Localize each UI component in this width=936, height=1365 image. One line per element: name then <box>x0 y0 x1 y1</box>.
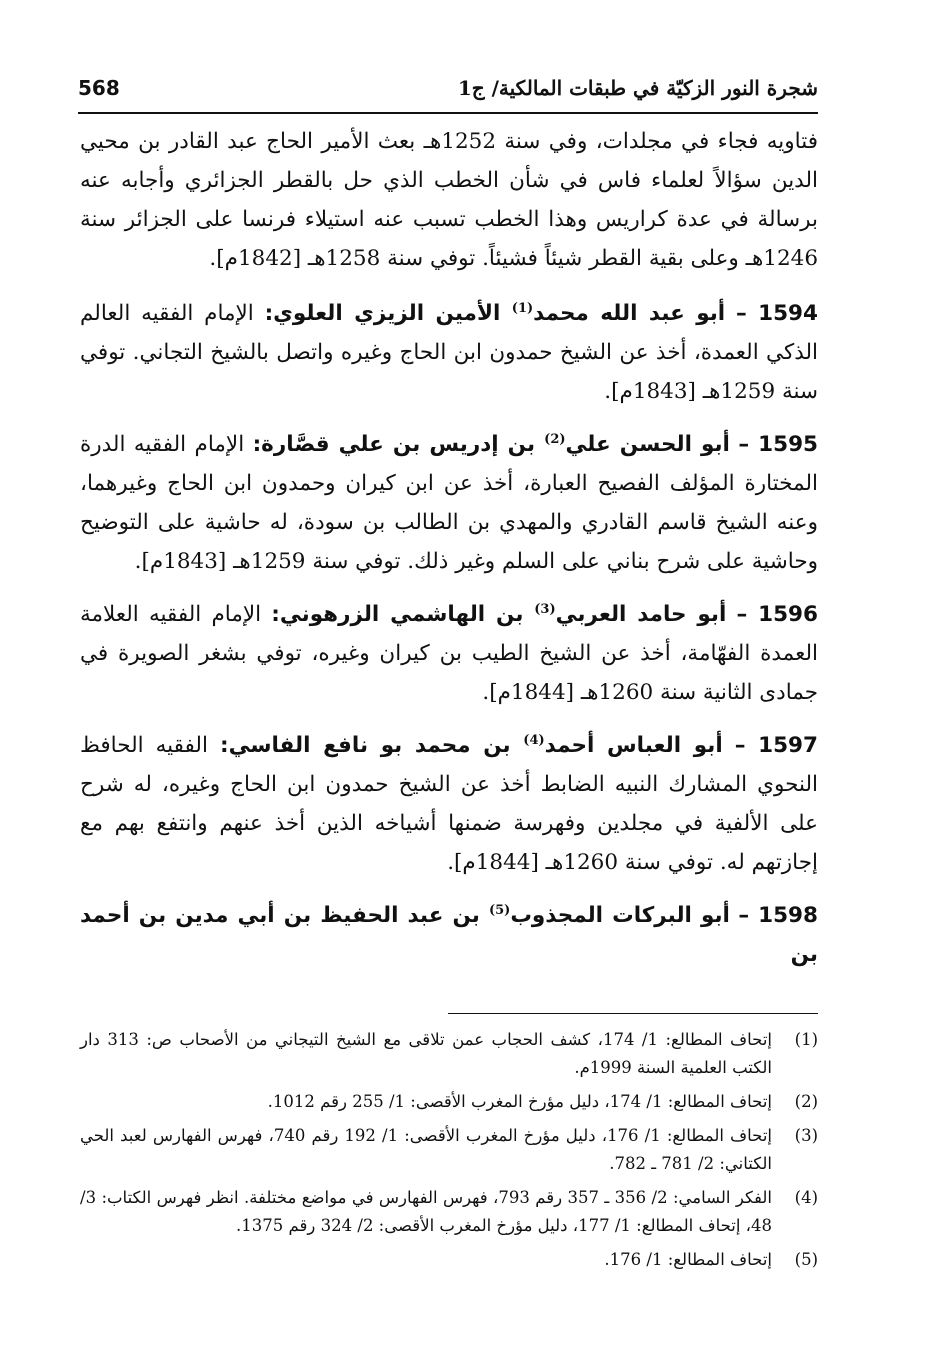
footnote <box>80 1246 818 1274</box>
footnote-number: (3) <box>794 1126 818 1145</box>
entry-number: 1598 – <box>738 903 818 928</box>
footnote-ref: (2) <box>544 431 566 447</box>
entry-text: الإمام الفقيه الدرة المختارة المؤلف الفصيح العبارة، أخذ عن ابن كيران وحمدون ابن الحاج وغيرهما، وعنه الشيخ قاسم القادري والمهدي بن الطالب بن سودة، له حاشية على التوضيح وحاشية على شرح بناني على السلم وغير ذلك. توفي سنة 1259هـ [1843م]. <box>80 432 818 574</box>
entry-name-rest: بن عبد الحفيظ بن أبي مدين بن أحمد بن <box>80 903 818 967</box>
running-header <box>78 70 818 110</box>
entry-1598 <box>80 896 818 974</box>
main-text <box>80 122 818 988</box>
entry-1594 <box>80 294 818 411</box>
footnote-text: إتحاف المطالع: 1/ 174، كشف الحجاب عمن تلاقى مع الشيخ التيجاني من الأصحاب ص: 313 دار الكتب العلمية السنة 1999م. <box>80 1030 773 1077</box>
footnote-text: إتحاف المطالع: 1/ 176، دليل مؤرخ المغرب الأقصى: 1/ 192 رقم 740، فهرس الفهارس لعبد الحي الكتاني: 2/ 781 ـ 782. <box>80 1126 772 1173</box>
entry-name: أبو حامد العربي <box>555 602 727 627</box>
footnote-text: إتحاف المطالع: 1/ 174، دليل مؤرخ المغرب الأقصى: 1/ 255 رقم 1012. <box>267 1092 772 1111</box>
entry-1597 <box>80 726 818 882</box>
entry-name-rest: بن إدريس بن علي قصَّارة: <box>252 432 545 457</box>
entry-name: أبو العباس أحمد <box>544 733 723 758</box>
footnote-number: (5) <box>794 1250 818 1269</box>
entry-1596 <box>80 595 818 712</box>
header-rule <box>78 112 818 114</box>
footnote-ref: (1) <box>511 300 534 316</box>
footnote-separator <box>448 1013 818 1014</box>
intro-paragraph: فتاويه فجاء في مجلدات، وفي سنة 1252هـ بعث الأمير الحاج عبد القادر بن محيي الدين سؤالاً لعلماء فاس في شأن الخطب الذي حل بالقطر الجزائري وأجابه عنه برسالة في عدة كراريس وهذا الخطب تسبب عنه استيلاء فرنسا على الجزائر سنة 1246هـ وعلى بقية القطر شيئاً فشيئاً. توفي سنة 1258هـ [1842م]. <box>80 129 818 271</box>
entry-name: أبو البركات المجذوب <box>510 903 730 928</box>
footnote-number: (2) <box>794 1092 818 1111</box>
footnote <box>80 1184 818 1240</box>
footnote-ref: (5) <box>488 902 511 918</box>
footnote <box>80 1026 818 1082</box>
entry-text: الإمام الفقيه العالم الذكي العمدة، أخذ عن الشيخ حمدون ابن الحاج وغيره واتصل بالشيخ التجاني. توفي سنة 1259هـ [1843م]. <box>80 301 818 404</box>
entry-number: 1595 – <box>738 432 818 457</box>
entry-text: الإمام الفقيه العلامة العمدة الفهّامة، أخذ عن الشيخ الطيب بن كيران وغيره، توفي بشغر الصويرة في جمادى الثانية سنة 1260هـ [1844م]. <box>80 602 818 705</box>
footnote-ref: (3) <box>534 601 556 617</box>
header-title: شجرة النور الزكيّة في طبقات المالكية/ ج1 <box>457 76 818 100</box>
footnote-number: (1) <box>794 1030 818 1049</box>
entry-name: أبو الحسن علي <box>565 432 730 457</box>
footnote-ref: (4) <box>523 732 545 748</box>
entry-number: 1597 – <box>734 733 818 758</box>
entry-number: 1594 – <box>735 301 818 326</box>
page-number: 568 <box>78 76 120 100</box>
footnotes <box>80 1026 818 1280</box>
entry-name-rest: الأمين الزيزي العلوي: <box>264 301 512 326</box>
entry-number: 1596 – <box>736 602 818 627</box>
entry-text: الفقيه الحافظ النحوي المشارك النبيه الضابط أخذ عن الشيخ حمدون ابن الحاج وغيره، له شرح على الألفية في مجلدين وفهرسة ضمنها أشياخه الذين أخذ عنهم وانتفع بهم مع إجازتهم له. توفي سنة 1260هـ [1844م]. <box>80 733 818 875</box>
footnote-number: (4) <box>794 1188 818 1207</box>
entry-name: أبو عبد الله محمد <box>533 301 726 326</box>
entry-1595 <box>80 425 818 581</box>
footnote <box>80 1122 818 1178</box>
entry-name-rest: بن الهاشمي الزرهوني: <box>271 602 535 627</box>
entry-name-rest: بن محمد بو نافع الفاسي: <box>219 733 524 758</box>
footnote <box>80 1088 818 1116</box>
footnote-text: إتحاف المطالع: 1/ 176. <box>604 1250 772 1269</box>
footnote-text: الفكر السامي: 2/ 356 ـ 357 رقم 793، فهرس الفهارس في مواضع مختلفة. انظر فهرس الكتاب: 3/ 48، إتحاف المطالع: 1/ 177، دليل مؤرخ المغرب الأقصى: 2/ 324 رقم 1375. <box>80 1188 773 1235</box>
